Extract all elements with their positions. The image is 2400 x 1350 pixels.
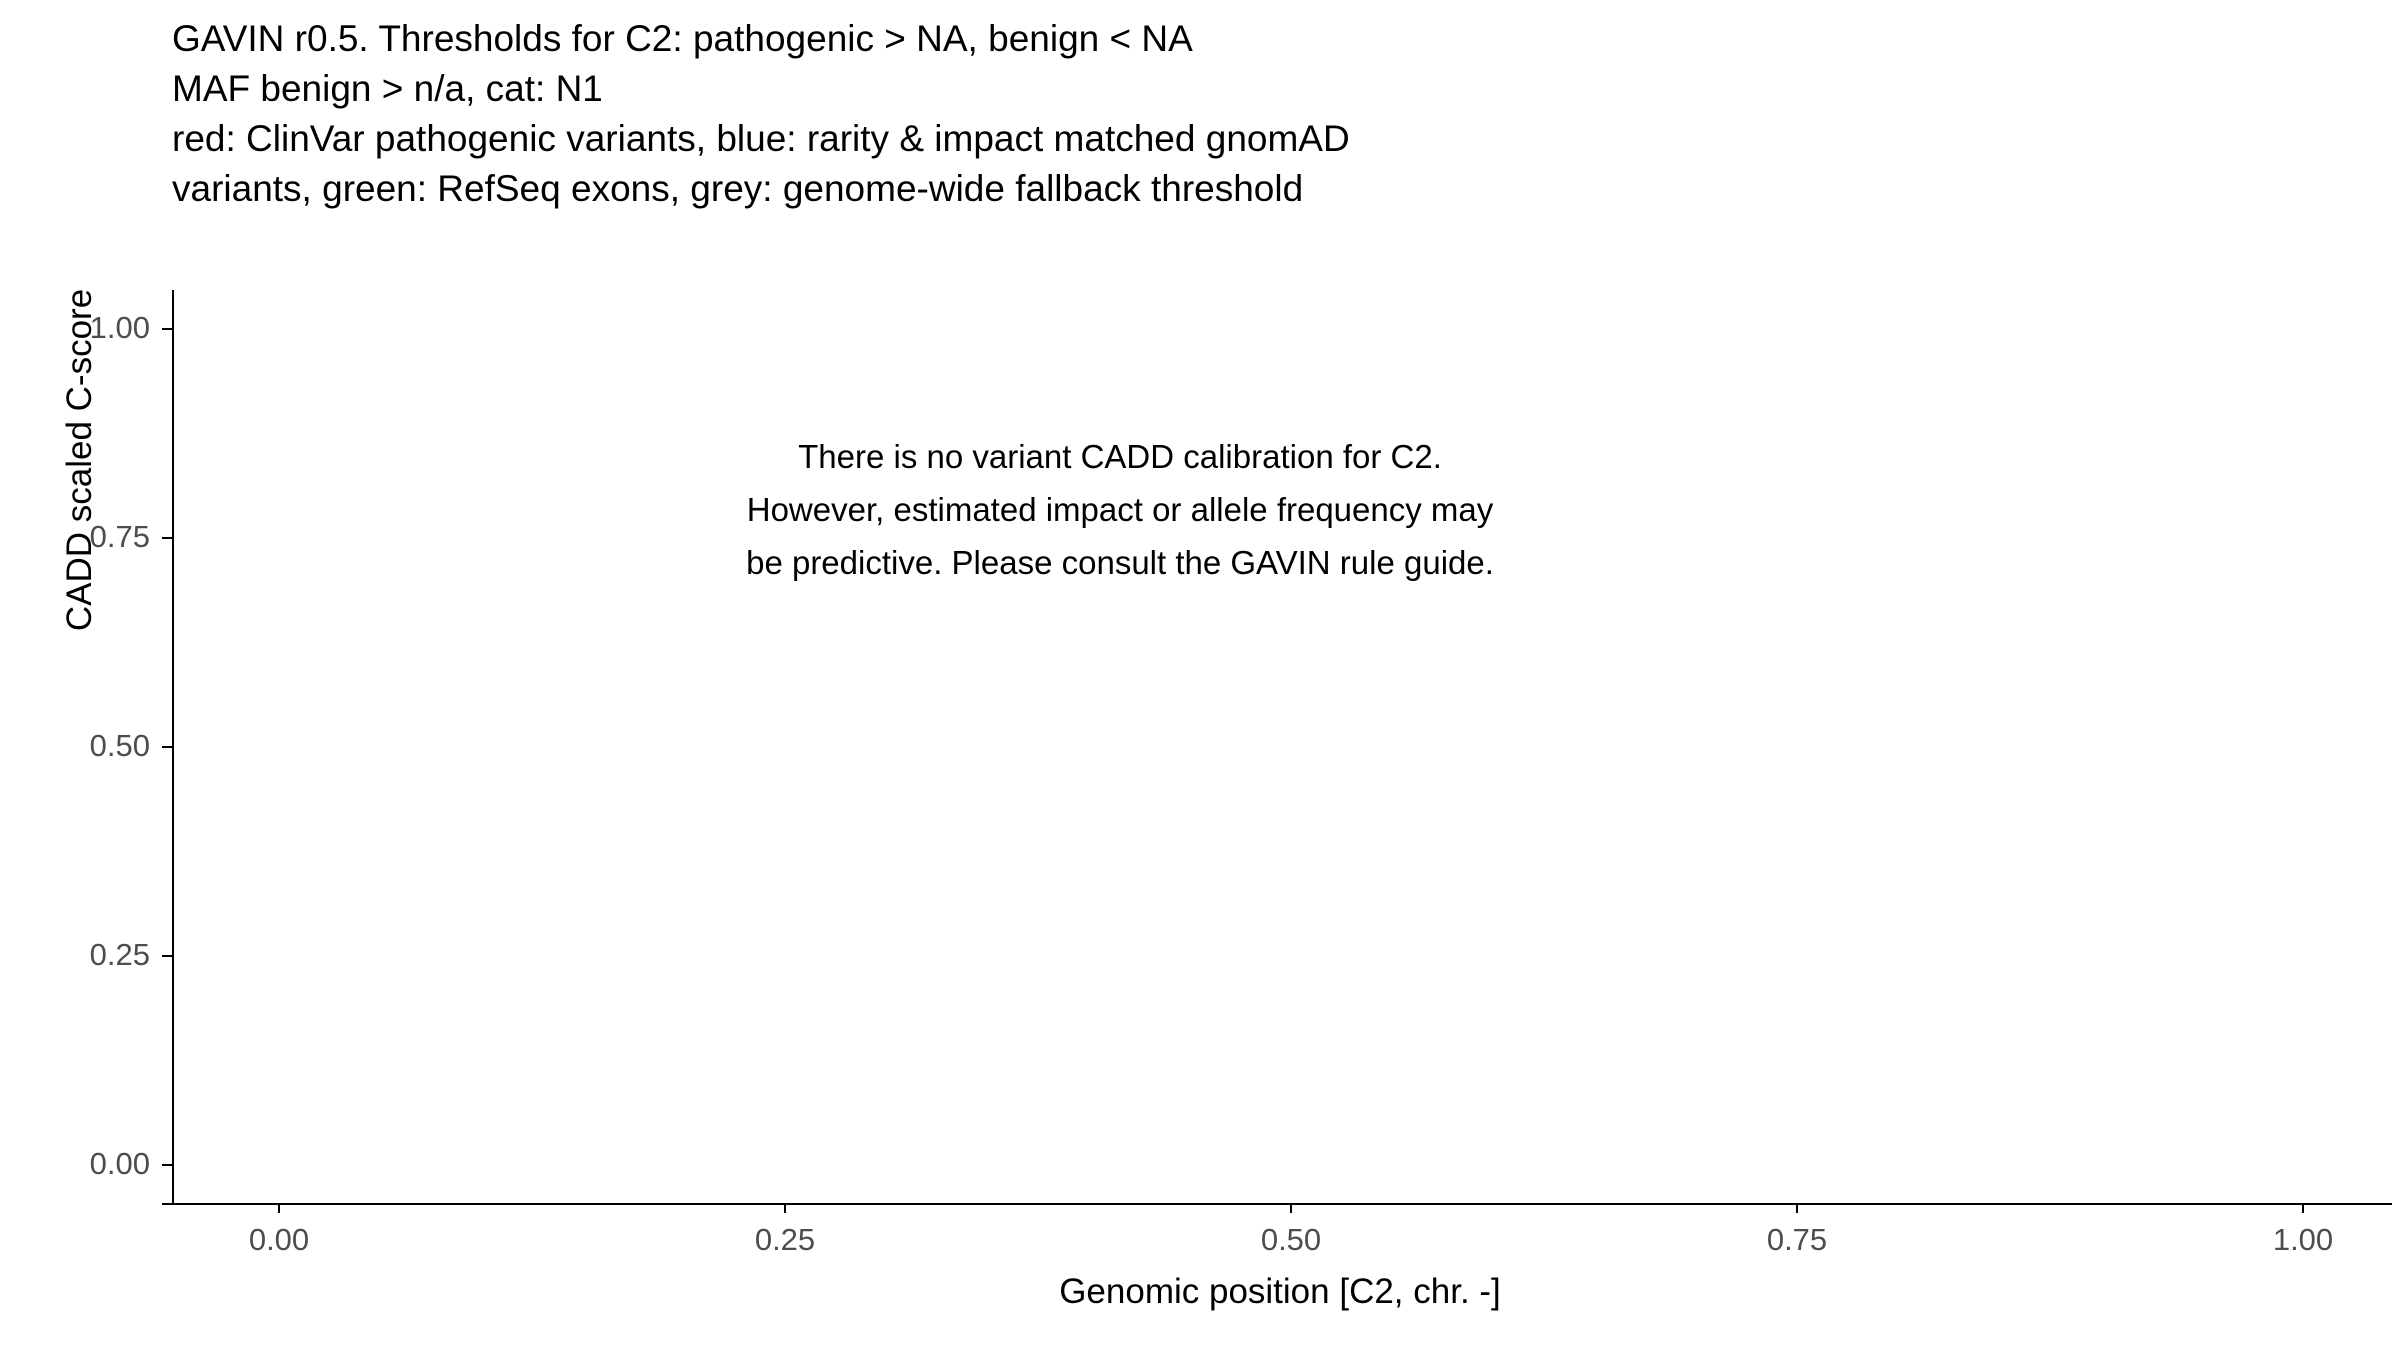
y-axis-line (172, 290, 174, 1204)
x-tick-label-0: 0.00 (248, 1222, 310, 1257)
x-tick-label-1: 0.25 (754, 1222, 816, 1257)
x-tick-mark-1 (784, 1203, 786, 1213)
y-axis-title: CADD scaled C-score (60, 288, 99, 632)
chart-title (172, 14, 2272, 214)
x-tick-label-3: 0.75 (1766, 1222, 1828, 1257)
y-tick-label-4: 1.00 (89, 310, 150, 345)
y-tick-label-1: 0.25 (89, 937, 150, 972)
plot-annotation-line-1: There is no variant CADD calibration for C2. (798, 438, 1442, 475)
y-tick-label-2: 0.50 (89, 728, 150, 763)
x-tick-label-4: 1.00 (2272, 1222, 2334, 1257)
x-tick-mark-2 (1290, 1203, 1292, 1213)
x-tick-mark-3 (1796, 1203, 1798, 1213)
plot-annotation-line-3: be predictive. Please consult the GAVIN rule guide. (746, 544, 1494, 581)
x-tick-mark-4 (2302, 1203, 2304, 1213)
x-axis-title: Genomic position [C2, chr. -] (1059, 1272, 1501, 1311)
plot-annotation-line-2: However, estimated impact or allele frequency may (746, 491, 1494, 528)
chart-title-line-3: red: ClinVar pathogenic variants, blue: rarity & impact matched gnomAD (172, 118, 1350, 159)
chart-title-line-1: GAVIN r0.5. Thresholds for C2: pathogenic > NA, benign < NA (172, 18, 1193, 59)
y-tick-mark-2 (162, 746, 172, 748)
x-axis-line (162, 1203, 2392, 1205)
x-tick-label-2: 0.50 (1260, 1222, 1322, 1257)
plot-annotation (420, 430, 1820, 589)
y-tick-mark-3 (162, 537, 172, 539)
chart-title-line-4: variants, green: RefSeq exons, grey: genome-wide fallback threshold (172, 168, 1304, 209)
y-tick-label-3: 0.75 (89, 519, 150, 554)
y-tick-label-0: 0.00 (89, 1146, 150, 1181)
y-tick-mark-0 (162, 1164, 172, 1166)
plot-panel (172, 290, 2382, 1192)
y-tick-mark-4 (162, 328, 172, 330)
chart-title-line-2: MAF benign > n/a, cat: N1 (172, 68, 603, 109)
y-tick-mark-1 (162, 955, 172, 957)
x-tick-mark-0 (278, 1203, 280, 1213)
